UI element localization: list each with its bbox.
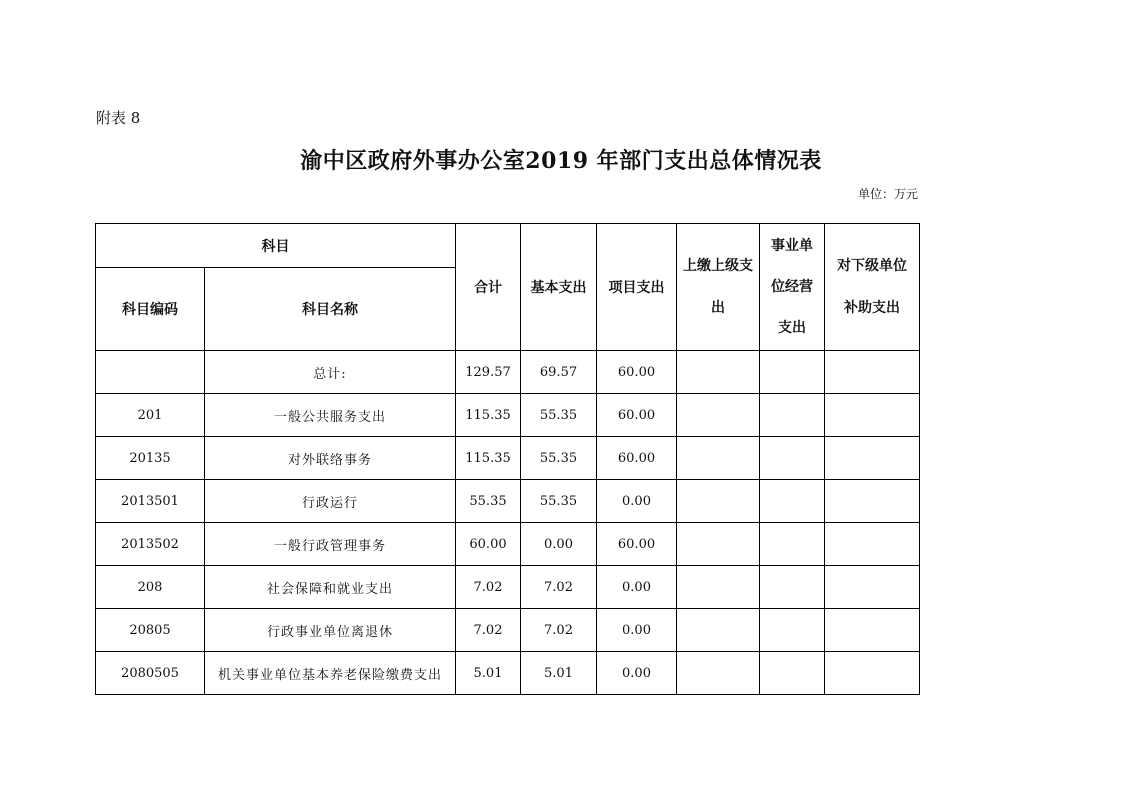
table-row bbox=[96, 480, 920, 523]
cell-project: 60.00 bbox=[597, 523, 677, 566]
cell-subsidy bbox=[825, 523, 920, 566]
table-row bbox=[96, 523, 920, 566]
header-row-1 bbox=[96, 224, 920, 268]
cell-business bbox=[760, 609, 825, 652]
header-business-line2: 位经营 bbox=[771, 278, 813, 295]
cell-subsidy bbox=[825, 480, 920, 523]
cell-upper bbox=[677, 351, 760, 394]
table-row bbox=[96, 652, 920, 695]
cell-upper bbox=[677, 394, 760, 437]
cell-business bbox=[760, 394, 825, 437]
cell-basic: 0.00 bbox=[521, 523, 597, 566]
cell-upper bbox=[677, 437, 760, 480]
cell-total: 115.35 bbox=[456, 394, 521, 437]
cell-subsidy bbox=[825, 609, 920, 652]
cell-total: 7.02 bbox=[456, 566, 521, 609]
cell-project: 60.00 bbox=[597, 351, 677, 394]
cell-basic: 55.35 bbox=[521, 480, 597, 523]
cell-project: 0.00 bbox=[597, 609, 677, 652]
cell-upper bbox=[677, 566, 760, 609]
cell-upper bbox=[677, 480, 760, 523]
cell-basic: 5.01 bbox=[521, 652, 597, 695]
cell-name: 机关事业单位基本养老保险缴费支出 bbox=[205, 652, 456, 695]
header-basic: 基本支出 bbox=[521, 224, 597, 351]
header-subsidy-line2: 补助支出 bbox=[844, 300, 900, 316]
cell-project: 0.00 bbox=[597, 566, 677, 609]
header-project: 项目支出 bbox=[597, 224, 677, 351]
cell-business bbox=[760, 351, 825, 394]
header-total: 合计 bbox=[456, 224, 521, 351]
cell-total: 60.00 bbox=[456, 523, 521, 566]
cell-name: 行政运行 bbox=[205, 480, 456, 523]
cell-business bbox=[760, 480, 825, 523]
cell-business bbox=[760, 523, 825, 566]
cell-upper bbox=[677, 609, 760, 652]
table-row bbox=[96, 609, 920, 652]
cell-basic: 55.35 bbox=[521, 394, 597, 437]
table-row bbox=[96, 351, 920, 394]
cell-total: 129.57 bbox=[456, 351, 521, 394]
cell-code: 20805 bbox=[96, 609, 205, 652]
cell-code bbox=[96, 351, 205, 394]
cell-subsidy bbox=[825, 394, 920, 437]
cell-business bbox=[760, 437, 825, 480]
header-upper-line2: 出 bbox=[711, 300, 725, 316]
table-row bbox=[96, 437, 920, 480]
cell-subsidy bbox=[825, 351, 920, 394]
cell-name: 一般公共服务支出 bbox=[205, 394, 456, 437]
cell-basic: 7.02 bbox=[521, 566, 597, 609]
cell-code: 2013501 bbox=[96, 480, 205, 523]
cell-project: 0.00 bbox=[597, 652, 677, 695]
cell-project: 60.00 bbox=[597, 437, 677, 480]
page-title: 渝中区政府外事办公室2019 年部门支出总体情况表 bbox=[300, 148, 822, 174]
cell-code: 201 bbox=[96, 394, 205, 437]
header-business-line3: 支出 bbox=[778, 319, 806, 336]
cell-subsidy bbox=[825, 437, 920, 480]
appendix-label: 附表 8 bbox=[96, 109, 141, 127]
cell-code: 208 bbox=[96, 566, 205, 609]
table-row bbox=[96, 394, 920, 437]
cell-upper bbox=[677, 652, 760, 695]
cell-subsidy bbox=[825, 566, 920, 609]
cell-name: 社会保障和就业支出 bbox=[205, 566, 456, 609]
cell-code: 20135 bbox=[96, 437, 205, 480]
cell-basic: 69.57 bbox=[521, 351, 597, 394]
header-business-line1: 事业单 bbox=[771, 237, 813, 254]
header-subsidy-line1: 对下级单位 bbox=[837, 258, 907, 274]
cell-name: 总计: bbox=[205, 351, 456, 394]
cell-code: 2013502 bbox=[96, 523, 205, 566]
header-business bbox=[760, 224, 825, 351]
cell-project: 0.00 bbox=[597, 480, 677, 523]
header-subsidy bbox=[825, 224, 920, 351]
cell-subsidy bbox=[825, 652, 920, 695]
header-code: 科目编码 bbox=[96, 268, 205, 351]
cell-name: 行政事业单位离退休 bbox=[205, 609, 456, 652]
cell-project: 60.00 bbox=[597, 394, 677, 437]
cell-total: 5.01 bbox=[456, 652, 521, 695]
cell-total: 115.35 bbox=[456, 437, 521, 480]
cell-business bbox=[760, 566, 825, 609]
cell-upper bbox=[677, 523, 760, 566]
cell-code: 2080505 bbox=[96, 652, 205, 695]
cell-basic: 7.02 bbox=[521, 609, 597, 652]
header-name: 科目名称 bbox=[205, 268, 456, 351]
cell-business bbox=[760, 652, 825, 695]
cell-total: 7.02 bbox=[456, 609, 521, 652]
header-subject: 科目 bbox=[96, 224, 456, 268]
header-upper-line1: 上缴上级支 bbox=[683, 258, 753, 274]
unit-label: 单位：万元 bbox=[857, 187, 918, 201]
expenditure-table bbox=[95, 223, 920, 695]
table-row bbox=[96, 566, 920, 609]
cell-name: 一般行政管理事务 bbox=[205, 523, 456, 566]
cell-total: 55.35 bbox=[456, 480, 521, 523]
header-upper bbox=[677, 224, 760, 351]
cell-basic: 55.35 bbox=[521, 437, 597, 480]
cell-name: 对外联络事务 bbox=[205, 437, 456, 480]
